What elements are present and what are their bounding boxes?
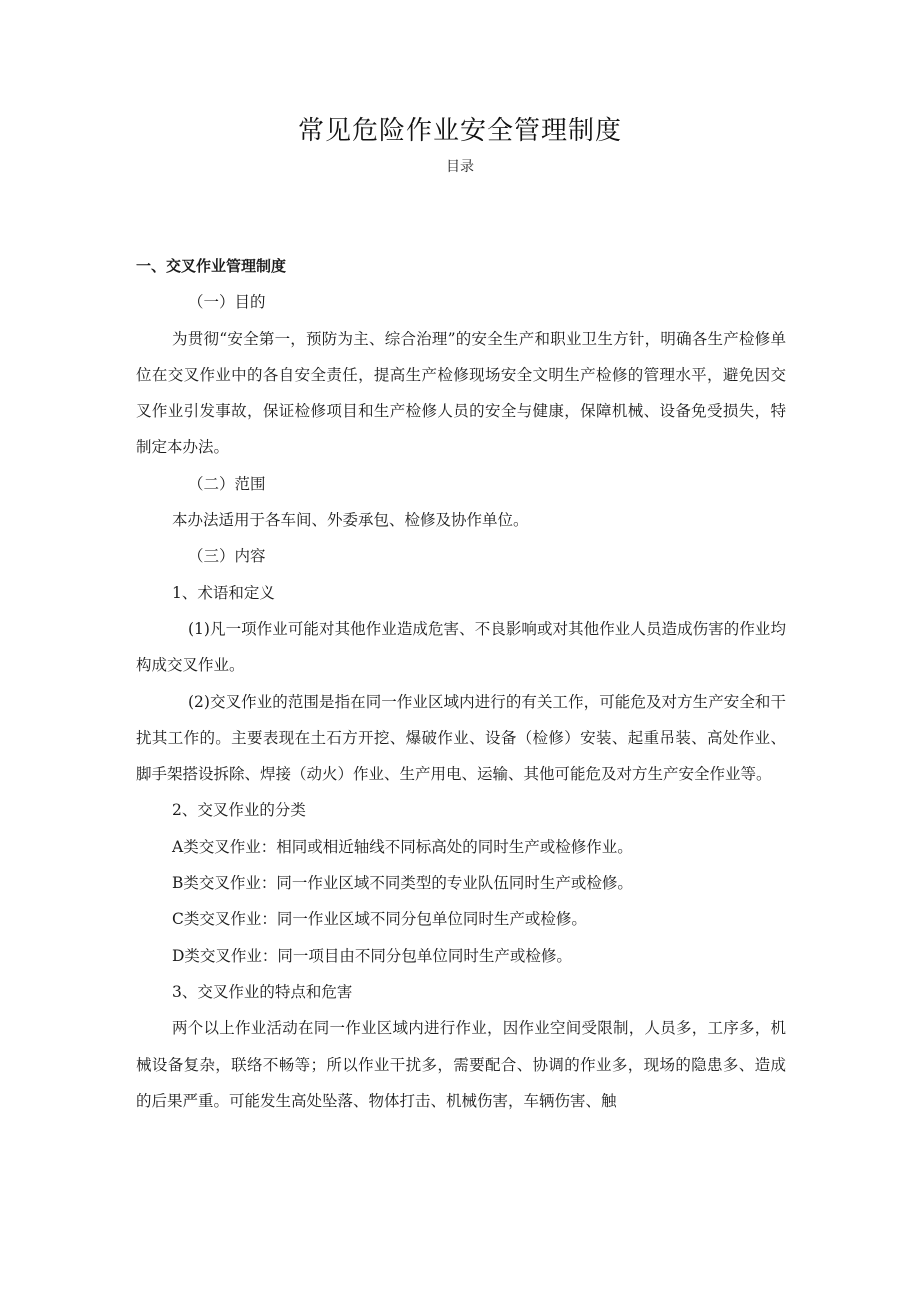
section-heading: 一、交叉作业管理制度: [136, 257, 287, 275]
subsection-heading-purpose: （一）目的: [188, 293, 266, 312]
classification-heading: 2、交叉作业的分类: [172, 801, 306, 820]
classification-item-c: C类交叉作业：同一作业区域不同分包单位同时生产或检修。: [172, 910, 587, 929]
features-heading: 3、交叉作业的特点和危害: [172, 982, 353, 1001]
scope-paragraph: 本办法适用于各车间、外委承包、检修及协作单位。: [172, 511, 529, 530]
classification-item-b: B类交叉作业：同一作业区域不同类型的专业队伍同时生产或检修。: [172, 874, 633, 893]
document-title: 常见危险作业安全管理制度: [297, 116, 622, 146]
document-body: [136, 248, 786, 1119]
subsection-heading-content: （三）内容: [188, 547, 266, 566]
terms-item-2: (2)交叉作业的范围是指在同一作业区域内进行的有关工作，可能危及对方生产安全和干扰其工作的。主要表现在土石方开挖、爆破作业、设备（检修）安装、起重吊装、高处作业、脚手架搭设拆除、焊接（动火）作业、生产用电、运输、其他可能危及对方生产安全作业等。: [136, 692, 786, 784]
classification-item-a: A类交叉作业：相同或相近轴线不同标高处的同时生产或检修作业。: [172, 837, 633, 856]
purpose-paragraph: 为贯彻“安全第一，预防为主、综合治理”的安全生产和职业卫生方针，明确各生产检修单位在交叉作业中的各自安全责任，提高生产检修现场安全文明生产检修的管理水平，避免因交叉作业引发事故，保证检修项目和生产检修人员的安全与健康，保障机械、设备免受损失，特制定本办法。: [136, 329, 786, 457]
terms-heading: 1、术语和定义: [172, 583, 275, 602]
classification-item-d: D类交叉作业：同一项目由不同分包单位同时生产或检修。: [172, 946, 572, 965]
subsection-heading-scope: （二）范围: [188, 474, 266, 493]
toc-label: 目录: [446, 159, 474, 175]
terms-item-1: (1)凡一项作业可能对其他作业造成危害、不良影响或对其他作业人员造成伤害的作业均构成交叉作业。: [136, 619, 786, 675]
features-paragraph: 两个以上作业活动在同一作业区域内进行作业，因作业空间受限制，人员多，工序多，机械设备复杂，联络不畅等；所以作业干扰多，需要配合、协调的作业多，现场的隐患多、造成的后果严重。可能发生高处坠落、物体打击、机械伤害，车辆伤害、触: [136, 1019, 786, 1110]
